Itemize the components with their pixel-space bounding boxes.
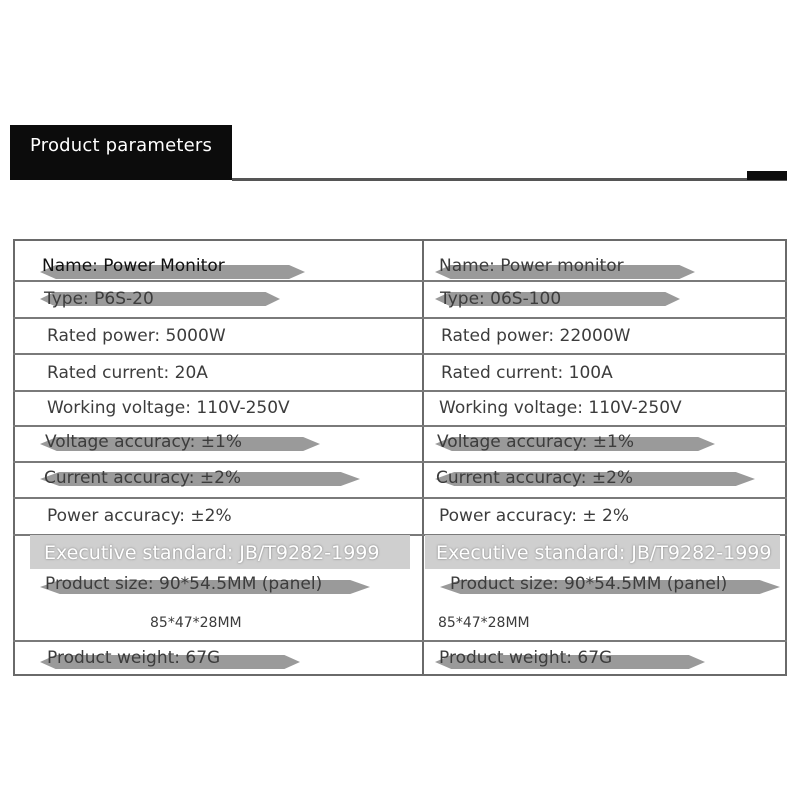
spec-name: Name: Power Monitor (42, 256, 225, 276)
row-divider (13, 640, 787, 642)
spec-power-accuracy: Power accuracy: ±2% (47, 506, 232, 526)
row-divider (13, 461, 787, 463)
row-divider (13, 317, 787, 319)
spec-current-accuracy: Current accuracy: ±2% (436, 468, 634, 488)
spec-rated-power: Rated power: 5000W (47, 326, 226, 346)
row-divider (13, 353, 787, 355)
row-divider (13, 280, 787, 282)
spec-product-weight: Product weight: 67G (47, 648, 221, 668)
row-divider (13, 390, 787, 392)
spec-power-accuracy: Power accuracy: ± 2% (439, 506, 630, 526)
spec-working-voltage: Working voltage: 110V-250V (47, 398, 290, 418)
spec-rated-current: Rated current: 100A (441, 363, 613, 383)
spec-product-size-dimensions: 85*47*28MM (438, 615, 530, 631)
spec-product-size: Product size: 90*54.5MM (panel) (450, 574, 728, 594)
spec-type: Type: 06S-100 (440, 289, 562, 309)
row-divider (13, 425, 787, 427)
spec-product-size: Product size: 90*54.5MM (panel) (45, 574, 323, 594)
header-divider (232, 178, 787, 181)
spec-rated-current: Rated current: 20A (47, 363, 208, 383)
row-divider (13, 497, 787, 499)
spec-executive-standard: Executive standard: JB/T9282-1999 (44, 542, 380, 564)
header-divider-tab (747, 171, 787, 180)
spec-voltage-accuracy: Voltage accuracy: ±1% (437, 432, 634, 452)
spec-current-accuracy: Current accuracy: ±2% (44, 468, 242, 488)
spec-product-size-dimensions: 85*47*28MM (150, 615, 242, 631)
column-divider (422, 239, 424, 676)
spec-product-weight: Product weight: 67G (439, 648, 613, 668)
spec-voltage-accuracy: Voltage accuracy: ±1% (45, 432, 242, 452)
section-title: Product parameters (10, 125, 232, 180)
spec-type: Type: P6S-20 (44, 289, 154, 309)
spec-executive-standard: Executive standard: JB/T9282-1999 (436, 542, 772, 564)
spec-working-voltage: Working voltage: 110V-250V (439, 398, 682, 418)
spec-rated-power: Rated power: 22000W (441, 326, 631, 346)
spec-name: Name: Power monitor (439, 256, 624, 276)
